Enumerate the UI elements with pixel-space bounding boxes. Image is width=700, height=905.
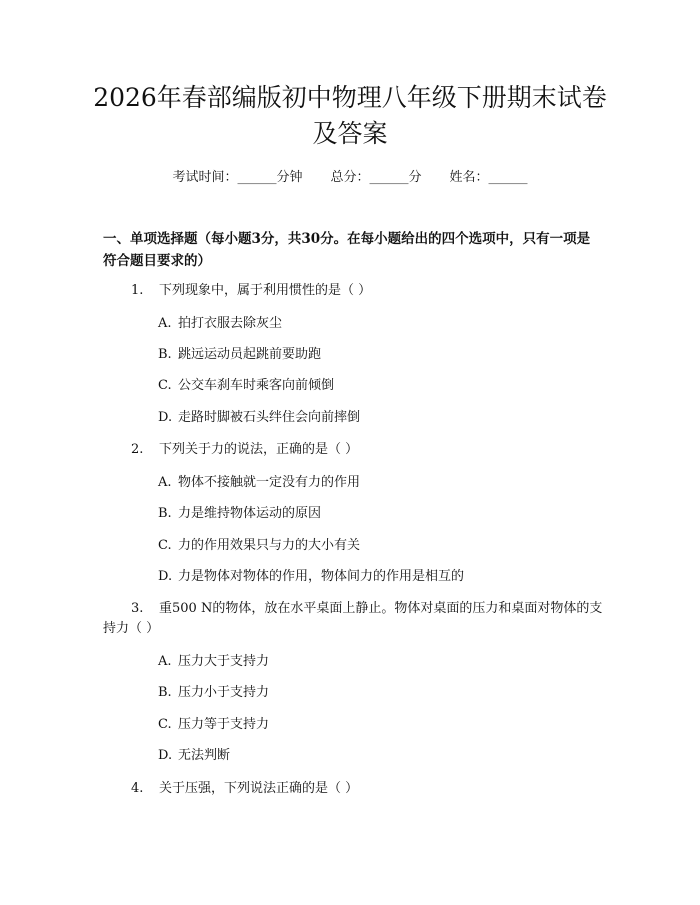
q3-option-a <box>158 652 269 672</box>
option-text: 物体不接触就一定没有力的作用 <box>178 475 361 490</box>
page-title: 2026年春部编版初中物理八年级下册期末试卷及答案 <box>93 83 607 148</box>
option-letter: D. <box>158 748 173 763</box>
q3-option-b <box>158 683 269 703</box>
question-3 <box>103 599 603 639</box>
option-text: 压力等于支持力 <box>178 717 270 732</box>
q3-option-d <box>158 746 230 766</box>
exam-info <box>0 168 700 188</box>
option-letter: D. <box>158 410 173 425</box>
option-text: 力是维持物体运动的原因 <box>178 506 322 521</box>
question-1 <box>103 281 603 301</box>
option-letter: D. <box>158 569 173 584</box>
question-text: 下列关于力的说法，正确的是（ ） <box>159 442 359 457</box>
option-text: 压力小于支持力 <box>178 685 270 700</box>
section-heading: 一、单项选择题（每小题3分，共30分。在每小题给出的四个选项中，只有一项是符合题目要求的） <box>103 231 591 269</box>
option-text: 压力大于支持力 <box>178 654 270 669</box>
option-letter: C. <box>158 717 172 732</box>
question-2 <box>103 440 603 460</box>
q1-option-a <box>158 314 282 334</box>
option-text: 力是物体对物体的作用，物体间力的作用是相互的 <box>178 569 465 584</box>
question-number: 3. <box>131 601 144 616</box>
question-number: 1. <box>131 283 144 298</box>
option-letter: B. <box>158 685 172 700</box>
q3-option-c <box>158 715 269 735</box>
question-4 <box>103 779 603 799</box>
question-text: 重500 N的物体，放在水平桌面上静止。物体对桌面的压力和桌面对物体的支持力（ ） <box>103 601 603 636</box>
q2-option-a <box>158 473 360 493</box>
option-letter: C. <box>158 378 172 393</box>
option-letter: A. <box>158 475 172 490</box>
q2-option-b <box>158 504 321 524</box>
question-text: 下列现象中，属于利用惯性的是（ ） <box>159 283 372 298</box>
option-text: 力的作用效果只与力的大小有关 <box>178 538 361 553</box>
exam-score-field: 总分：______分 <box>330 170 422 185</box>
option-letter: B. <box>158 347 172 362</box>
option-text: 跳远运动员起跳前要助跑 <box>178 347 322 362</box>
option-text: 拍打衣服去除灰尘 <box>178 316 283 331</box>
q1-option-d <box>158 408 360 428</box>
q2-option-d <box>158 567 464 587</box>
exam-time-field: 考试时间：______分钟 <box>172 170 303 185</box>
question-text: 关于压强，下列说法正确的是（ ） <box>159 781 359 796</box>
option-text: 无法判断 <box>178 748 231 763</box>
q2-option-c <box>158 536 360 556</box>
q1-option-b <box>158 345 321 365</box>
question-number: 2. <box>131 442 144 457</box>
option-text: 公交车刹车时乘客向前倾倒 <box>178 378 335 393</box>
q1-option-c <box>158 376 334 396</box>
question-number: 4. <box>131 781 144 796</box>
student-name-field: 姓名：______ <box>449 170 528 185</box>
option-letter: C. <box>158 538 172 553</box>
option-letter: A. <box>158 654 172 669</box>
option-letter: A. <box>158 316 172 331</box>
option-text: 走路时脚被石头绊住会向前摔倒 <box>178 410 361 425</box>
option-letter: B. <box>158 506 172 521</box>
